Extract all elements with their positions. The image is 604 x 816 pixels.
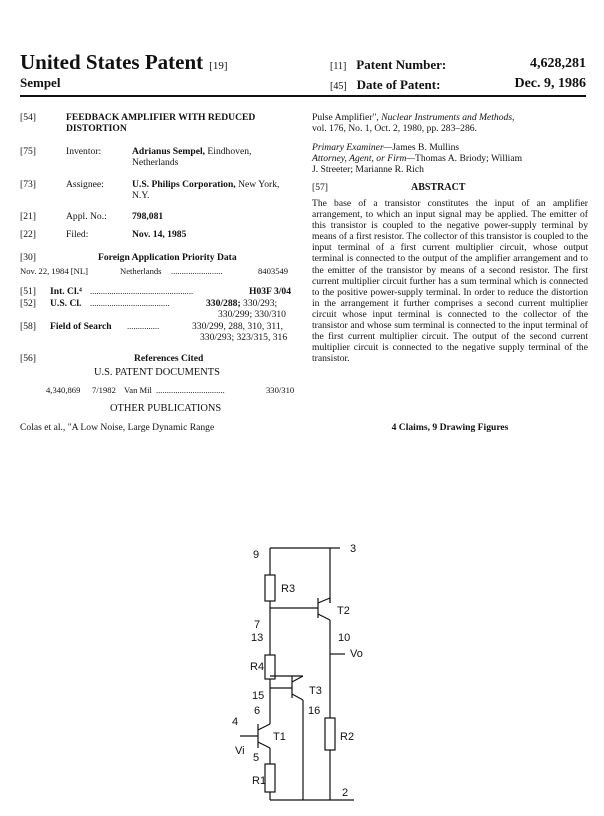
label-n7: 7 [254,619,261,631]
us-doc-dots: ................................ [156,385,225,395]
abstract-text: The base of a transistor constitutes the input of an amplifier arrangement, to which an input signal may be applied. The emitter of this transistor is coupled to the negative power-supply terminal by means of a first resistor. The collector of this transistor is coupled to the input terminal of a first current multiplier circuit, whose output terminal is connected to the output of the amplifier arrangement and to the emitter of the transistor by means of a second resistor. The first current multiplier circuit further has a sum terminal which is connected to the positive power-supply terminal. In order to reduce the distortion in the arrangement it further comprises a second current multiplier circuit whose input terminal is connected to the collector of the transistor and whose sum terminal is connected to the input terminal of the first current multiplier circuit. The output of the second current multiplier circuit is connected to the negative supply terminal of the transistor. [312,198,588,365]
invention-title-line2: DISTORTION [66,123,127,134]
label-n15: 15 [252,690,265,702]
us-doc-number: 4,340,869 [46,385,81,395]
date-of-patent-label: [45] Date of Patent: [330,77,441,92]
date-of-patent: Dec. 9, 1986 [514,76,586,91]
label-n13: 13 [251,632,264,644]
int-cl-label: Int. Cl.⁴ [50,286,82,297]
label-r2: R2 [340,731,355,743]
patent-number-label: [11] Patent Number: [330,57,447,72]
label-vi: Vi [235,745,245,757]
claims-drawings-line: 4 Claims, 9 Drawing Figures [391,422,509,433]
label-n4: 4 [232,716,239,728]
code-30: [30] [20,252,36,263]
bibliographic-column [20,112,300,442]
label-r3: R3 [281,583,296,595]
foreign-priority-date: Nov. 22, 1984 [NL] [20,266,88,276]
field-of-search-line1: 330/299, 288, 310, 311, [192,321,284,332]
other-publications-heading: OTHER PUBLICATIONS [110,403,222,414]
field-of-search-line2: 330/293; 323/315, 316 [200,332,288,343]
label-r1: R1 [252,775,267,787]
foreign-priority-dots: ........................ [171,266,223,276]
label-n3: 3 [350,543,357,555]
us-doc-date: 7/1982 [92,385,116,395]
field-of-search-dots: ............... [127,321,160,331]
label-n2: 2 [342,787,349,799]
label-n6: 6 [254,705,261,717]
label-vo: Vo [350,648,363,660]
filed-value: Nov. 14, 1985 [132,229,187,240]
assignee-label: Assignee: [66,179,104,190]
attorney-line2: J. Streeter; Marianne R. Rich [312,164,424,175]
us-cl-dots: ..................................... [90,298,170,308]
code-58: [58] [20,321,36,332]
us-doc-name: Van Mil [124,385,152,395]
invention-title-line1: FEEDBACK AMPLIFIER WITH REDUCED [66,112,256,123]
int-cl-dots: ................................................ [90,286,194,296]
us-patent-documents-heading: U.S. PATENT DOCUMENTS [94,367,220,378]
foreign-priority-heading: Foreign Application Priority Data [98,252,237,263]
us-cl-value-line2: 330/299; 330/310 [218,309,286,320]
label-t1: T1 [273,731,286,743]
us-doc-class: 330/310 [266,385,295,395]
label-t2: T2 [337,605,350,617]
publication-continued-line1: Pulse Amplifier", Nuclear Instruments and Methods, [312,112,515,123]
foreign-priority-number: 8403549 [258,266,289,276]
label-n5: 5 [253,752,260,764]
circuit-diagram [0,520,604,816]
us-cl-value-line1: 330/288; 330/293; [206,298,278,309]
abstract-heading: ABSTRACT [411,182,466,193]
code-51: [51] [20,286,36,297]
code-54: [54] [20,112,36,123]
filed-label: Filed: [66,229,89,240]
field-of-search-label: Field of Search [50,321,112,332]
label-t3: T3 [309,685,322,697]
appl-no-value: 798,081 [132,211,164,222]
inventor-value-line1: Adrianus Sempel, Eindhoven, [132,146,252,157]
patent-number: 4,628,281 [530,56,586,71]
patent-header-title: United States Patent [19] [20,50,228,74]
foreign-priority-country: Netherlands [120,266,162,276]
code-56: [56] [20,353,36,364]
assignee-value-line2: N.Y. [132,190,150,201]
header-inventor: Sempel [20,75,61,90]
code-73: [73] [20,179,36,190]
inventor-value-line2: Netherlands [132,157,179,168]
right-column-top [312,112,588,175]
code-52: [52] [20,298,36,309]
inventor-label: Inventor: [66,146,102,157]
other-publication-line1: Colas et al., "A Low Noise, Large Dynamic Range [20,422,215,433]
int-cl-value: H03F 3/04 [249,286,292,297]
assignee-value-line1: U.S. Philips Corporation, New York, [132,179,280,190]
attorney-line1: Attorney, Agent, or Firm—Thomas A. Briody; William [312,153,523,164]
code-57: [57] [312,182,328,193]
header-rule [20,95,586,97]
appl-no-label: Appl. No.: [66,211,107,222]
label-n9: 9 [253,549,260,561]
publication-continued-line2: vol. 176, No. 1, Oct. 2, 1980, pp. 283–286. [312,123,477,134]
code-75: [75] [20,146,36,157]
primary-examiner: Primary Examiner—James B. Mullins [312,142,460,153]
code-21: [21] [20,211,36,222]
label-n10: 10 [338,632,351,644]
code-22: [22] [20,229,36,240]
label-r4: R4 [250,661,265,673]
label-n16: 16 [308,705,321,717]
references-cited-heading: References Cited [134,353,204,364]
us-cl-label: U.S. Cl. [50,298,82,309]
